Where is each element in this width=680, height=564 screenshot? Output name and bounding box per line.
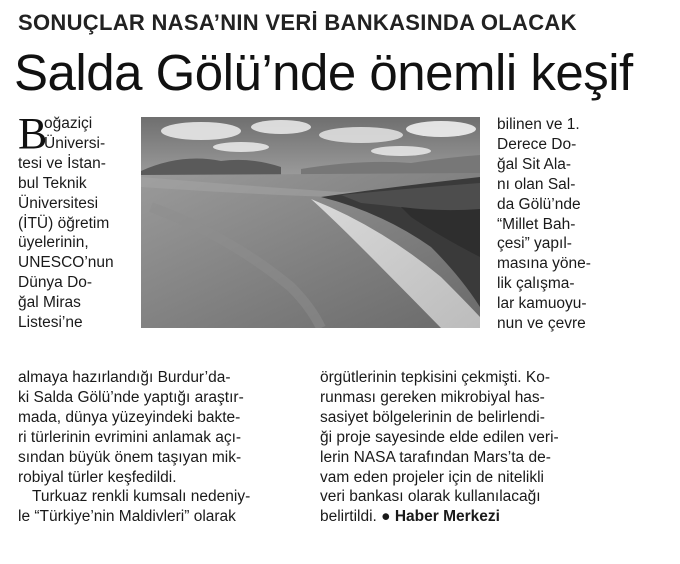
text-line: da Gölü’nde (497, 195, 581, 213)
final-line (320, 507, 665, 527)
text-line: vam eden projeler için de nitelikli (320, 468, 545, 486)
text-line: almaya hazırlandığı Burdur’da- (18, 369, 231, 386)
text-line: çesi” yapıl- (497, 235, 572, 253)
text-line: oğaziçi (44, 115, 93, 132)
text-line: Derece Do- (497, 135, 577, 153)
text-line: üyelerinin, (18, 234, 89, 252)
text-line: mada, dünya yüzeyindeki bakte- (18, 408, 241, 426)
text-line: sından büyük önem taşıyan mik- (18, 448, 242, 466)
byline: Haber Merkezi (394, 508, 500, 526)
text-line: runması gereken mikrobiyal has- (320, 388, 545, 406)
bottom-left-column (18, 368, 303, 527)
text-line: lar kamuoyu- (497, 295, 587, 313)
text-line: lerin NASA tarafından Mars’ta de- (320, 448, 551, 466)
text-line: (İTÜ) öğretim (18, 214, 110, 232)
drop-cap: B (18, 109, 48, 158)
text-line: veri bankası olarak kullanılacağı (320, 488, 541, 506)
text-line: masına yöne- (497, 255, 591, 273)
text-line: ri türlerinin evrimini anlamak açı- (18, 428, 242, 446)
text-line: sasiyet bölgelerinin de belirlendi- (320, 408, 545, 426)
bullet-icon: ● (381, 508, 391, 526)
text-line: örgütlerinin tepkisini çekmişti. Ko- (320, 369, 551, 386)
text-line: belirtildi. (320, 508, 377, 526)
left-column (18, 109, 142, 333)
text-line: ki Salda Gölü’nde yaptığı araştır- (18, 388, 244, 406)
text-line: Üniversi- (44, 134, 106, 152)
text-line: nun ve çevre (497, 315, 586, 333)
right-column (497, 115, 667, 334)
article-headline: Salda Gölü’nde önemli keşif (14, 44, 633, 101)
text-line: Listesi’ne (18, 314, 83, 332)
text-line: Dünya Do- (18, 274, 93, 292)
text-line: nı olan Sal- (497, 175, 576, 193)
text-line: bul Teknik (18, 174, 87, 192)
bottom-right-column (320, 368, 665, 527)
text-line: tesi ve İstan- (18, 154, 106, 172)
text-line: ği proje sayesinde elde edilen veri- (320, 428, 559, 446)
text-line: Üniversitesi (18, 194, 99, 212)
text-line: robiyal türler keşfedildi. (18, 468, 177, 486)
text-line: Turkuaz renkli kumsalı nedeniy- (32, 488, 251, 506)
text-line: “Millet Bah- (497, 215, 576, 233)
text-line: le “Türkiye’nin Maldivleri” olarak (18, 508, 236, 526)
text-line: lik çalışma- (497, 275, 575, 293)
text-line: bilinen ve 1. (497, 116, 580, 133)
text-line: UNESCO’nun (18, 254, 114, 272)
text-line: ğal Sit Ala- (497, 155, 572, 173)
text-line: ğal Miras (18, 294, 81, 312)
lake-photo (141, 117, 480, 328)
article-kicker: SONUÇLAR NASA’NIN VERİ BANKASINDA OLACAK (18, 10, 577, 35)
